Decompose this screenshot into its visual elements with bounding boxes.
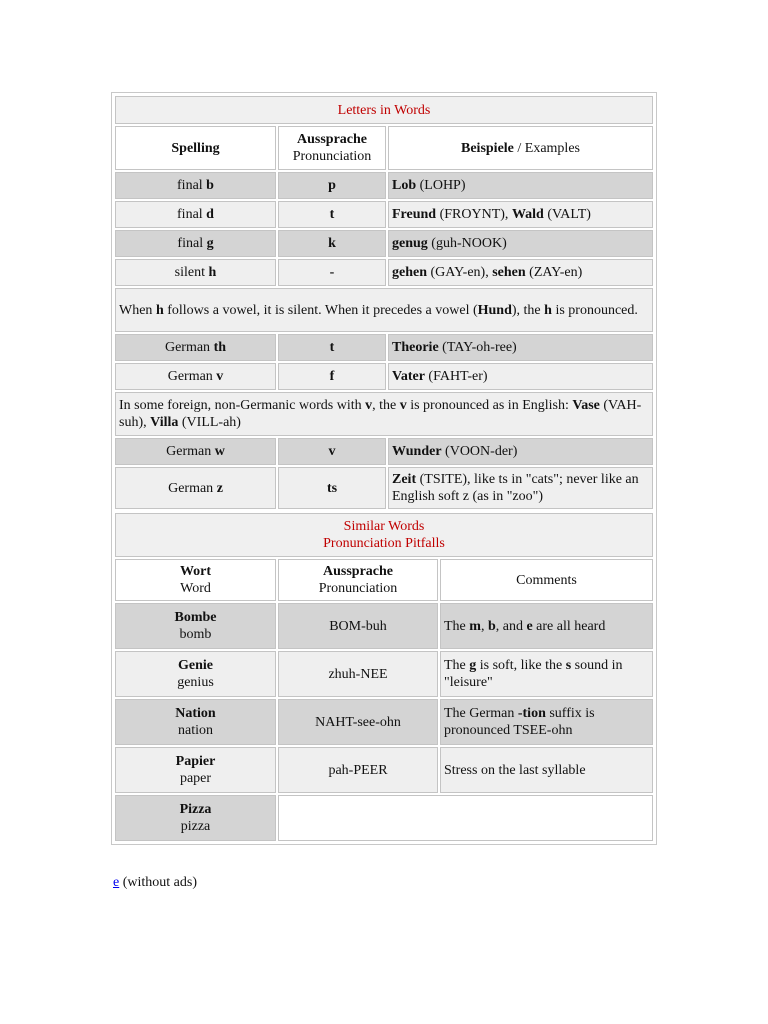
example-cell xyxy=(388,259,653,286)
table-row xyxy=(115,795,653,841)
spelling-cell xyxy=(115,467,276,509)
spelling-letter: z xyxy=(216,480,223,496)
text-run: (ZAY-en) xyxy=(525,265,583,280)
example-cell xyxy=(388,438,653,465)
pronunciation-value: t xyxy=(329,340,335,355)
text-run: (VOON-der) xyxy=(441,444,518,459)
spelling-prefix: final xyxy=(177,178,207,193)
bold-term: Wunder xyxy=(392,444,442,459)
text-run: (FAHT-er) xyxy=(424,369,488,384)
spelling-prefix: German xyxy=(166,444,215,459)
similar-words-title: Similar Words Pronunciation Pitfalls xyxy=(115,513,653,557)
spelling-letter: w xyxy=(214,444,225,459)
pronunciation-value: f xyxy=(329,369,335,384)
bold-term: sehen xyxy=(492,265,526,280)
text-run: (GAY-en), xyxy=(427,265,493,280)
aussprache-header: Aussprache Pronunciation xyxy=(278,126,386,170)
spelling-letter: h xyxy=(208,265,217,280)
comment-cell xyxy=(440,747,653,793)
bold-term: Lob xyxy=(392,178,417,193)
table-row xyxy=(115,363,653,390)
note-row xyxy=(115,288,653,332)
spelling-prefix: silent xyxy=(174,265,209,280)
pronunciation-value: ts xyxy=(326,480,338,496)
spelling-cell xyxy=(115,230,276,257)
bold-term: Freund xyxy=(392,207,437,222)
pronunciation-tables xyxy=(111,92,657,845)
table-row xyxy=(115,603,653,649)
english-word: nation xyxy=(178,723,213,738)
english-word: pizza xyxy=(180,819,211,834)
bold-term: h xyxy=(544,302,552,318)
pronunciation-cell xyxy=(278,230,386,257)
text-run: ), the xyxy=(511,302,545,318)
text-run: follows a vowel, it is silent. When it precedes a vowel ( xyxy=(163,302,478,318)
spelling-prefix: final xyxy=(177,236,207,251)
example-cell xyxy=(388,230,653,257)
text-run: When xyxy=(119,302,156,318)
example-cell xyxy=(388,467,653,509)
english-word: bomb xyxy=(179,627,212,642)
bold-term: Zeit xyxy=(392,472,417,487)
pronunciation-cell: pah-PEER xyxy=(278,747,438,793)
text-run: (TAY-oh-ree) xyxy=(438,340,517,355)
english-word: genius xyxy=(177,675,214,690)
text-run: The German xyxy=(444,706,518,721)
spelling-cell xyxy=(115,259,276,286)
text-run: (FROYNT), xyxy=(436,207,512,222)
bold-term: g xyxy=(469,658,477,673)
example-cell xyxy=(388,172,653,199)
german-word: Nation xyxy=(175,706,216,721)
word-cell xyxy=(115,603,276,649)
pronunciation-cell: NAHT-see-ohn xyxy=(278,699,438,745)
spelling-letter: g xyxy=(206,236,214,251)
spelling-cell xyxy=(115,363,276,390)
spelling-letter: v xyxy=(216,369,224,384)
text-run: The xyxy=(444,658,470,673)
bold-term: Theorie xyxy=(392,340,439,355)
spelling-prefix: final xyxy=(177,207,207,222)
table-row xyxy=(115,172,653,199)
pronunciation-value: t xyxy=(329,207,335,222)
german-word: Genie xyxy=(178,658,213,673)
bold-term: e xyxy=(526,618,533,634)
bold-term: genug xyxy=(392,236,428,251)
pronunciation-value: v xyxy=(328,444,336,459)
table-row xyxy=(115,230,653,257)
table-row xyxy=(115,201,653,228)
text-run: (LOHP) xyxy=(416,178,466,193)
spelling-letter: b xyxy=(206,178,214,193)
text-run: is pronounced. xyxy=(551,302,638,318)
letters-in-words-table xyxy=(113,94,655,511)
footer-note xyxy=(113,875,197,891)
note-cell xyxy=(115,288,653,332)
german-word: Pizza xyxy=(179,802,212,817)
spelling-cell xyxy=(115,334,276,361)
comment-cell xyxy=(440,651,653,697)
examples-header: Beispiele / Examples xyxy=(388,126,653,170)
bold-term: Vater xyxy=(392,369,425,384)
pronunciation-cell xyxy=(278,172,386,199)
pronunciation-cell xyxy=(278,438,386,465)
note-row xyxy=(115,392,653,436)
text-run: (VALT) xyxy=(543,207,591,222)
text-run: (VAH-suh), xyxy=(119,398,642,430)
table-row xyxy=(115,747,653,793)
bold-term: h xyxy=(155,302,164,318)
text-run: (VILL-ah) xyxy=(178,415,241,430)
bold-term: Wald xyxy=(511,207,544,222)
text-run: (guh-NOOK) xyxy=(427,236,507,251)
text-run: are all heard xyxy=(532,618,606,634)
english-word: paper xyxy=(179,771,212,786)
pronunciation-cell: BOM-buh xyxy=(278,603,438,649)
spelling-header: Spelling xyxy=(115,126,276,170)
text-run: , the xyxy=(372,398,400,413)
text-run: The xyxy=(444,618,470,634)
word-cell xyxy=(115,795,276,841)
text-run: is soft, like the xyxy=(476,658,566,673)
spelling-cell xyxy=(115,172,276,199)
comments-header: Comments xyxy=(440,559,653,601)
pronunciation-cell xyxy=(278,334,386,361)
pronunciation-value: p xyxy=(328,178,336,193)
pronunciation-cell: zhuh-NEE xyxy=(278,651,438,697)
pronunciation-value: - xyxy=(329,265,335,280)
bold-term: v xyxy=(365,398,373,413)
spelling-prefix: German xyxy=(164,340,214,355)
example-cell xyxy=(388,334,653,361)
bold-term: gehen xyxy=(392,265,427,280)
footer-text: (without ads) xyxy=(119,875,197,890)
empty-cell xyxy=(278,795,653,841)
pronunciation-cell xyxy=(278,259,386,286)
bold-term: m xyxy=(469,618,481,634)
bold-term: Hund xyxy=(477,302,512,318)
german-word: Bombe xyxy=(174,610,217,625)
wort-header: Wort Word xyxy=(115,559,276,601)
text-run: , xyxy=(480,618,488,634)
text-run: is pronounced as in English: xyxy=(406,398,573,413)
bold-term: Vase xyxy=(572,398,600,413)
word-cell xyxy=(115,747,276,793)
table-row xyxy=(115,651,653,697)
text-run: suffix is pronounced TSEE-ohn xyxy=(444,706,595,738)
pronunciation-value: k xyxy=(328,236,336,251)
spelling-cell xyxy=(115,438,276,465)
comment-cell xyxy=(440,699,653,745)
note-cell xyxy=(115,392,653,436)
bold-term: -tion xyxy=(517,706,546,721)
text-run: sound in "leisure" xyxy=(444,658,623,690)
bold-term: v xyxy=(399,398,407,413)
table-row xyxy=(115,467,653,509)
text-run: Stress on the last syllable xyxy=(444,762,586,778)
spelling-cell xyxy=(115,201,276,228)
table-row xyxy=(115,699,653,745)
german-word: Papier xyxy=(175,754,216,769)
spelling-prefix: German xyxy=(168,480,217,496)
text-run: (TSITE), like ts in "cats"; never like an English soft z (as in "zoo") xyxy=(392,472,639,504)
similar-words-table xyxy=(113,511,655,843)
spelling-prefix: German xyxy=(167,369,217,384)
spelling-letter: th xyxy=(213,340,227,355)
bold-term: Villa xyxy=(150,415,179,430)
word-cell xyxy=(115,699,276,745)
aussprache-header-2: Aussprache Pronunciation xyxy=(278,559,438,601)
footer-link[interactable]: e xyxy=(113,875,120,890)
table-row xyxy=(115,334,653,361)
pronunciation-cell xyxy=(278,467,386,509)
example-cell xyxy=(388,201,653,228)
word-cell xyxy=(115,651,276,697)
letters-in-words-title: Letters in Words xyxy=(115,96,653,124)
text-run: , and xyxy=(495,618,527,634)
comment-cell xyxy=(440,603,653,649)
example-cell xyxy=(388,363,653,390)
bold-term: s xyxy=(565,658,572,673)
table-row xyxy=(115,259,653,286)
bold-term: b xyxy=(487,618,496,634)
pronunciation-cell xyxy=(278,363,386,390)
table-row xyxy=(115,438,653,465)
spelling-letter: d xyxy=(206,207,214,222)
text-run: In some foreign, non-Germanic words with xyxy=(119,398,366,413)
pronunciation-cell xyxy=(278,201,386,228)
